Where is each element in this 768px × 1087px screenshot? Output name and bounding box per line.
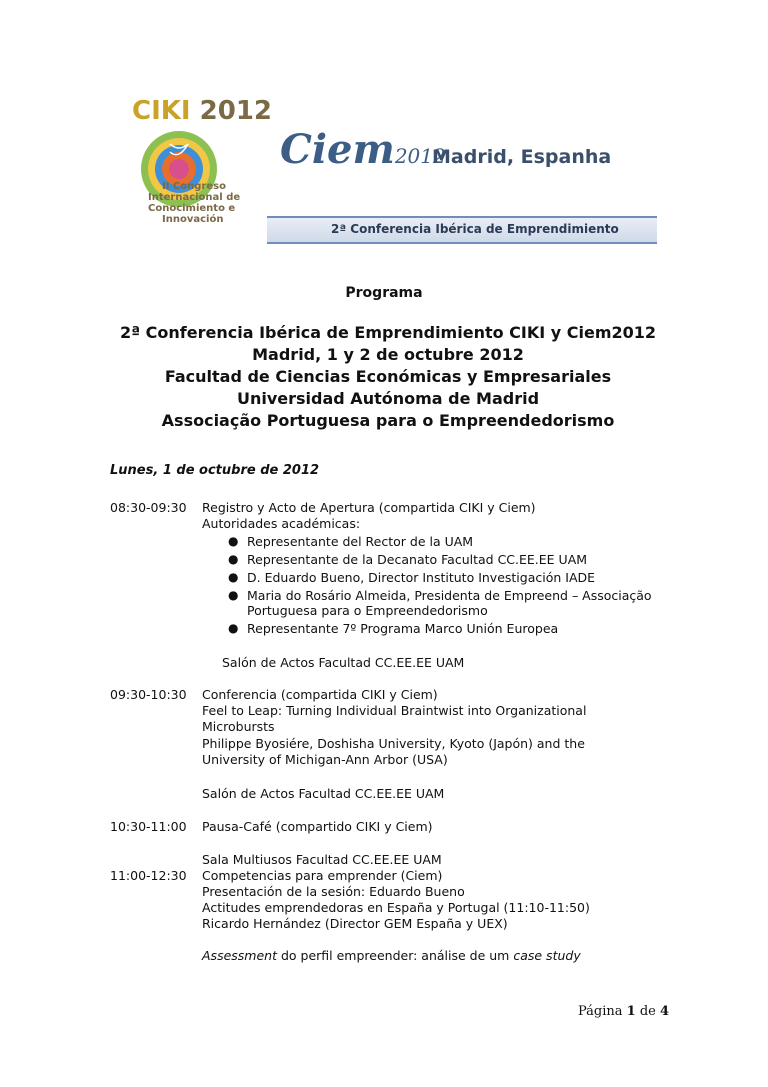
ciem-name: Ciem — [280, 126, 395, 173]
heading-line: Universidad Autónoma de Madrid — [236, 389, 540, 408]
bullet-item: Representante del Rector de la UAM — [247, 534, 474, 549]
bullet-icon: ● — [228, 570, 239, 584]
session-time: 08:30-09:30 — [110, 500, 187, 515]
ciem-logo-place: Madrid, Espanha — [432, 146, 612, 168]
bullet-icon: ● — [228, 534, 239, 548]
heading-line: Facultad de Ciencias Económicas y Empresariales — [164, 367, 612, 386]
banner-text: 2ª Conferencia Ibérica de Emprendimiento — [331, 222, 619, 236]
bullet-icon: ● — [228, 588, 239, 602]
day-label: Lunes, 1 de octubre de 2012 — [110, 463, 320, 478]
session-time: 11:00-12:30 — [110, 868, 187, 883]
ciki-logo-year: 2012 — [199, 96, 273, 126]
ciki-subtitle-line: Conocimiento e — [148, 203, 236, 214]
document-label: Programa — [345, 285, 423, 301]
session-line: Philippe Byosiére, Doshisha University, Kyoto (Japón) and the — [202, 736, 585, 751]
session-line: Microbursts — [202, 719, 275, 734]
session-line: Actitudes emprendedoras en España y Portugal (11:10-11:50) — [202, 900, 590, 915]
total-pages: 4 — [659, 1004, 670, 1019]
page-number-footer — [578, 1004, 669, 1019]
session-line: Competencias para emprender (Ciem) — [202, 868, 443, 883]
footer-mid: de — [635, 1004, 660, 1019]
session-line: Conferencia (compartida CIKI y Ciem) — [202, 687, 438, 702]
session-venue: Sala Multiusos Facultad CC.EE.EE UAM — [202, 852, 442, 867]
session-line: Ricardo Hernández (Director GEM España y UEX) — [202, 916, 508, 931]
italic-term: case study — [513, 948, 581, 963]
ciem-logo — [280, 126, 640, 186]
ciem-logo-word — [280, 126, 446, 173]
heading-line: Associação Portuguesa para o Empreendedorismo — [161, 411, 615, 430]
heading-line: 2ª Conferencia Ibérica de Emprendimiento CIKI y Ciem2012 — [119, 323, 657, 342]
italic-term: Assessment — [202, 948, 277, 963]
session-time: 09:30-10:30 — [110, 687, 187, 702]
footer-prefix: Página — [578, 1004, 627, 1019]
ciem-year: 2012 — [394, 144, 446, 168]
session-line: Feel to Leap: Turning Individual Braintwist into Organizational — [202, 703, 587, 718]
ciki-logo-title — [132, 96, 272, 126]
session-line: University of Michigan-Ann Arbor (USA) — [202, 752, 448, 767]
bullet-icon: ● — [228, 552, 239, 566]
session-title: Pausa-Café (compartido CIKI y Ciem) — [202, 819, 433, 834]
ciki-subtitle-line: II Congreso — [162, 181, 226, 192]
heading-line: Madrid, 1 y 2 de octubre 2012 — [252, 345, 524, 364]
session-line: Presentación de la sesión: Eduardo Bueno — [202, 884, 465, 899]
bullet-item-continuation: Portuguesa para o Empreendedorismo — [247, 603, 488, 618]
bullet-item: D. Eduardo Bueno, Director Instituto Investigación IADE — [247, 570, 596, 585]
conference-banner — [267, 216, 657, 244]
session-venue: Salón de Actos Facultad CC.EE.EE UAM — [202, 786, 445, 801]
session-time: 10:30-11:00 — [110, 819, 187, 834]
bullet-item: Representante de la Decanato Facultad CC.EE.EE UAM — [247, 552, 588, 567]
text-span: do perfil empreender: análise de um — [276, 948, 514, 963]
bullet-item: Maria do Rosário Almeida, Presidenta de Empreend – Associação — [247, 588, 652, 603]
session-line-mixed — [202, 948, 581, 963]
ciki-logo — [118, 90, 273, 240]
ciki-subtitle-line: Innovación — [162, 214, 224, 225]
bullet-icon: ● — [228, 621, 239, 635]
session-title: Registro y Acto de Apertura (compartida CIKI y Ciem) — [202, 500, 536, 515]
bullet-item: Representante 7º Programa Marco Unión Europea — [247, 621, 559, 636]
session-venue: Salón de Actos Facultad CC.EE.EE UAM — [222, 655, 465, 670]
current-page: 1 — [626, 1004, 636, 1019]
ciki-logo-word: CIKI — [132, 96, 191, 126]
document-heading — [108, 322, 668, 432]
session-subtitle: Autoridades académicas: — [202, 516, 361, 531]
ciki-subtitle-line: Internacional de — [148, 192, 241, 203]
ciki-logo-subtitle — [148, 181, 248, 225]
